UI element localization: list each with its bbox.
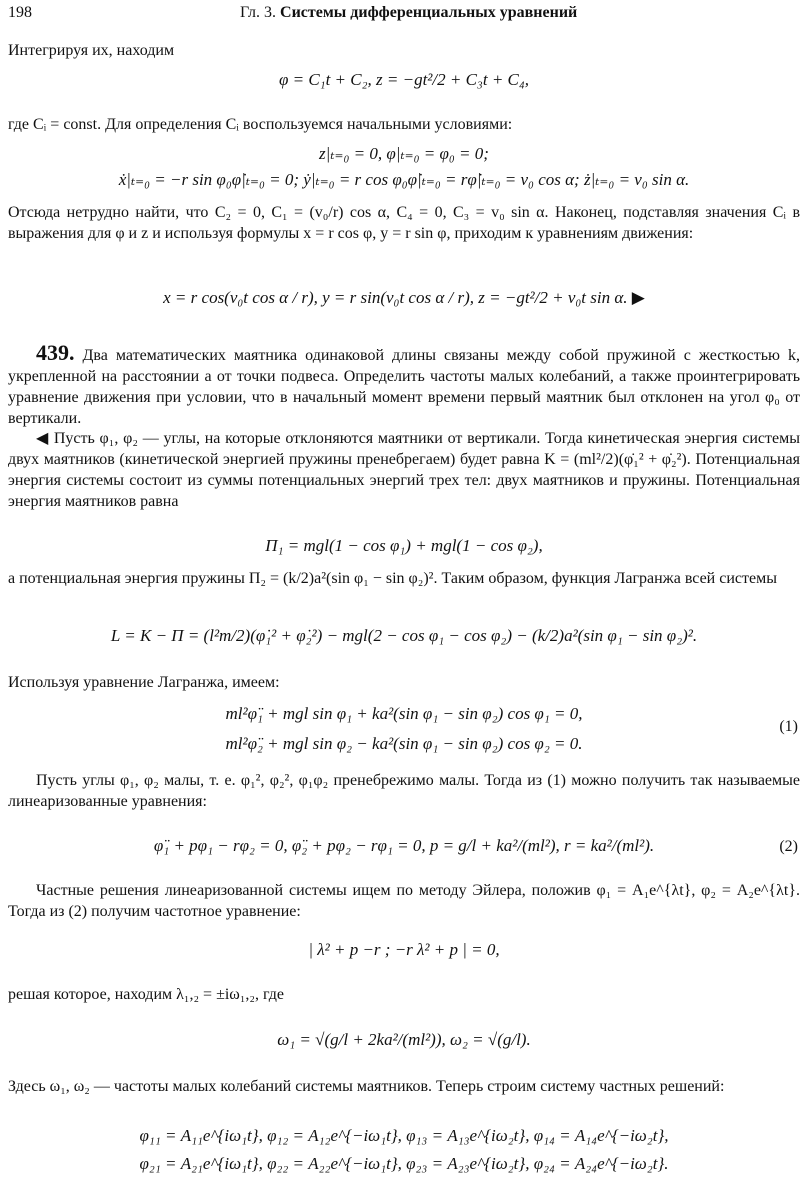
problem-paragraph <box>8 342 800 429</box>
equation: z|ₜ₌₀ = 0, φ|ₜ₌₀ = φ₀ = 0; <box>319 144 489 163</box>
text-line: Используя уравнение Лагранжа, имеем: <box>8 674 280 691</box>
paragraph: а потенциальная энергия пружины Π₂ = (k/2)a²(sin φ₁ − sin φ₂)². Таким образом, функция Лагранжа всей системы <box>8 570 777 587</box>
equation: | λ² + p −r ; −r λ² + p | = 0, <box>308 940 500 959</box>
equation-number: (1) <box>779 718 798 735</box>
running-title <box>240 4 577 22</box>
equation: x = r cos(v₀t cos α / r), y = r sin(v₀t cos α / r), z = −gt²/2 + v₀t sin α. ▶ <box>163 288 645 307</box>
equation: ml²φ̈₁ + mgl sin φ₁ + ka²(sin φ₁ − sin φ₂) cos φ₁ = 0, <box>225 704 583 723</box>
paragraph: Отсюда нетрудно найти, что C₂ = 0, C₁ = (v₀/r) cos α, C₄ = 0, C₃ = v₀ sin α. Наконец, подставляя значения Cᵢ в выражения для φ и z и используя формулы x = r cos φ, y = r sin φ, приходим к уравнениям движения: <box>8 204 800 242</box>
equation-number: (2) <box>779 838 798 855</box>
chapter-label: Гл. 3. <box>240 4 277 21</box>
text-line: решая которое, находим λ₁,₂ = ±iω₁,₂, где <box>8 986 284 1003</box>
equation: φ̈₁ + pφ₁ − rφ₂ = 0, φ̈₂ + pφ₂ − rφ₁ = 0, p = g/l + ka²/(ml²), r = ka²/(ml²). <box>153 836 655 855</box>
equation: ω₁ = √(g/l + 2ka²/(ml²)), ω₂ = √(g/l). <box>277 1030 531 1049</box>
page-header <box>8 4 800 26</box>
equation: φ₁₁ = A₁₁e^{iω₁t}, φ₁₂ = A₁₂e^{−iω₁t}, φ₁₃ = A₁₃e^{iω₂t}, φ₁₄ = A₁₄e^{−iω₂t}, <box>139 1126 669 1145</box>
equation: ẋ|ₜ₌₀ = −r sin φ₀φ̇|ₜ₌₀ = 0; ẏ|ₜ₌₀ = r cos φ₀φ̇|ₜ₌₀ = rφ̇|ₜ₌₀ = v₀ cos α; ż|ₜ₌₀ = v₀ sin α. <box>118 170 690 189</box>
text-line: где Cᵢ = const. Для определения Cᵢ воспользуемся начальными условиями: <box>8 116 513 133</box>
paragraph: Здесь ω₁, ω₂ — частоты малых колебаний системы маятников. Теперь строим систему частных решений: <box>8 1078 725 1095</box>
paragraph: ◀ Пусть φ₁, φ₂ — углы, на которые отклоняются маятники от вертикали. Тогда кинетическая энергия системы двух маятников (кинетической энергией пружины пренебрегаем) будет равна K = (ml²/2)(φ̇₁² + φ̇₂²). Потенциальная энергия системы состоит из суммы потенциальных энергий трех тел: двух маятников и пружины. Потенциальная энергия маятников равна <box>8 430 800 510</box>
chapter-title: Системы дифференциальных уравнений <box>280 4 578 21</box>
text-line: Интегрируя их, находим <box>8 42 175 59</box>
page-number: 198 <box>8 4 32 21</box>
equation: φ₂₁ = A₂₁e^{iω₁t}, φ₂₂ = A₂₂e^{−iω₁t}, φ₂₃ = A₂₃e^{iω₂t}, φ₂₄ = A₂₄e^{−iω₂t}. <box>139 1154 669 1173</box>
equation: L = K − Π = (l²m/2)(φ̇₁² + φ̇₂²) − mgl(2 − cos φ₁ − cos φ₂) − (k/2)a²(sin φ₁ − sin φ₂)². <box>110 626 698 645</box>
equation: ml²φ̈₂ + mgl sin φ₂ − ka²(sin φ₁ − sin φ₂) cos φ₂ = 0. <box>225 734 583 753</box>
equation: Π₁ = mgl(1 − cos φ₁) + mgl(1 − cos φ₂), <box>265 536 543 555</box>
problem-text: Два математических маятника одинаковой длины связаны между собой пружиной с жесткостью k, укрепленной на расстоянии a от точки подвеса. Определить частоты малых колебаний, а также проинтегрировать уравнение движения при условии, что в начальный момент времени первый маятник был отклонен на угол φ₀ от вертикали. <box>8 347 800 427</box>
equation: φ = C₁t + C₂, z = −gt²/2 + C₃t + C₄, <box>278 70 530 89</box>
problem-number: 439. <box>36 340 75 365</box>
paragraph: Пусть углы φ₁, φ₂ малы, т. е. φ₁², φ₂², φ₁φ₂ пренебрежимо малы. Тогда из (1) можно получить так называемые линеаризованные уравнения: <box>8 772 800 810</box>
paragraph: Частные решения линеаризованной системы ищем по методу Эйлера, положив φ₁ = A₁e^{λt}, φ₂ = A₂e^{λt}. Тогда из (2) получим частотное уравнение: <box>8 882 800 920</box>
